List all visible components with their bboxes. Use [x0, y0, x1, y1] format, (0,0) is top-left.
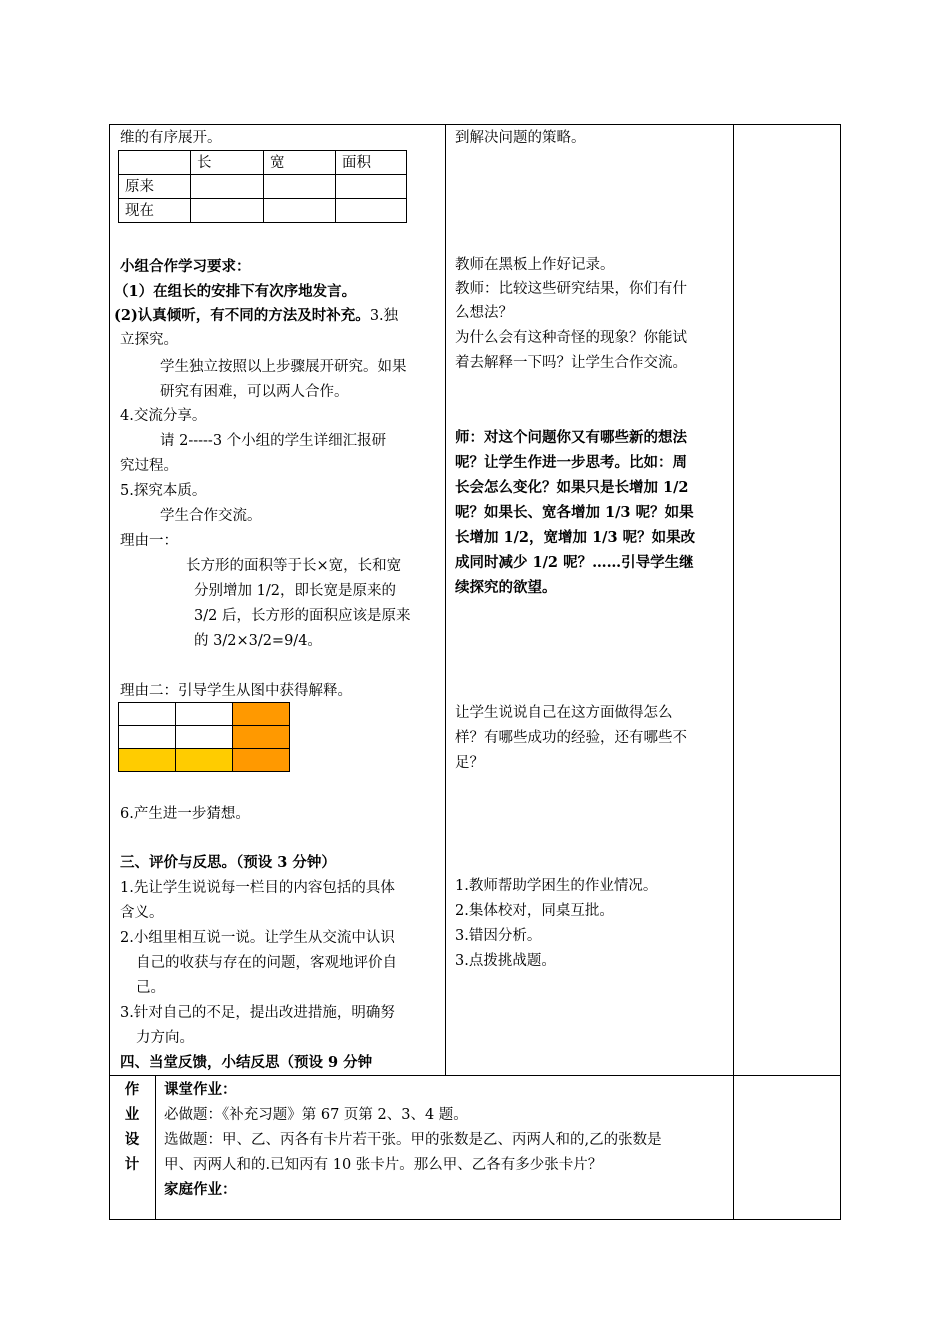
- section-3-item-2b: 自己的收获与存在的问题，客观地评价自: [136, 955, 397, 971]
- step-3-label: 3.独: [369, 308, 399, 324]
- section-4-title: 四、当堂反馈，小结反思（预设 9 分钟: [120, 1054, 373, 1071]
- homework-label-char: 设: [124, 1132, 140, 1148]
- section-3-item-1a: 1.先让学生说说每一栏目的内容包括的具体: [120, 880, 395, 896]
- teacher-ask-2: 么想法？: [455, 305, 513, 321]
- feedback-item-1: 1.教师帮助学困生的作业情况。: [455, 878, 658, 894]
- requirement-1: （1）在组长的安排下有次序地发言。: [114, 283, 357, 300]
- reason-1-label: 理由一：: [120, 533, 178, 549]
- homework-label-divider: [155, 1075, 156, 1220]
- grid-cell: [233, 703, 290, 726]
- table-cell: [264, 175, 336, 199]
- step-4: 4.交流分享。: [120, 408, 207, 424]
- section-3-item-3b: 力方向。: [136, 1030, 194, 1046]
- homework-label-char: 作: [124, 1082, 140, 1098]
- section-3-item-2c: 己。: [136, 980, 165, 996]
- feedback-item-2: 2.集体校对，同桌互批。: [455, 903, 614, 919]
- further-thinking-5: 长增加 1/2，宽增加 1/3 呢？如果改: [455, 529, 696, 546]
- section-3-item-3a: 3.针对自己的不足，提出改进措施，明确努: [120, 1005, 395, 1021]
- grid-cell: [176, 726, 233, 749]
- table-cell: [264, 199, 336, 223]
- intro-line: 维的有序展开。: [120, 130, 222, 146]
- step-5: 5.探究本质。: [120, 483, 207, 499]
- required-exercise: 必做题：《补充习题》第 67 页第 2、3、4 题。: [164, 1107, 468, 1123]
- table-cell: [191, 199, 264, 223]
- strategy-line: 到解决问题的策略。: [455, 130, 586, 146]
- grid-cell: [119, 703, 176, 726]
- feedback-item-4: 3.点拨挑战题。: [455, 953, 556, 969]
- grid-cell: [176, 703, 233, 726]
- cooperative-exchange: 学生合作交流。: [160, 508, 262, 524]
- section-3-title: 三、评价与反思。（预设 3 分钟）: [120, 854, 336, 871]
- homework-title: 家庭作业：: [164, 1181, 237, 1198]
- section-3-item-2a: 2.小组里相互说一说。让学生从交流中认识: [120, 930, 395, 946]
- homework-label-char: 计: [124, 1157, 140, 1173]
- requirement-2-text: (2)认真倾听，有不同的方法及时补充。: [114, 307, 370, 324]
- table-header: 长: [191, 151, 264, 175]
- step-3-continued: 立探究。: [120, 332, 178, 348]
- size-comparison-table: [118, 150, 407, 223]
- reason-1-line-4: 的 3/2×3/2=9/4。: [194, 633, 322, 649]
- grid-cell: [119, 749, 176, 772]
- why-line-2: 着去解释一下吗？让学生合作交流。: [455, 355, 687, 371]
- teacher-record: 教师在黑板上作好记录。: [455, 257, 615, 273]
- group-requirements-title: 小组合作学习要求：: [120, 258, 251, 275]
- table-cell: [336, 175, 407, 199]
- homework-label-char: 业: [124, 1107, 140, 1123]
- reason-1-line-1: 长方形的面积等于长×宽，长和宽: [186, 558, 402, 574]
- reflection-line-2: 样？有哪些成功的经验，还有哪些不: [455, 730, 687, 746]
- grid-cell: [233, 749, 290, 772]
- grid-cell: [233, 726, 290, 749]
- optional-exercise-1: 选做题：甲、乙、丙各有卡片若干张。甲的张数是乙、丙两人和的,乙的张数是: [164, 1132, 662, 1148]
- share-line-2: 究过程。: [120, 458, 178, 474]
- reason-2: 理由二：引导学生从图中获得解释。: [120, 683, 352, 699]
- grid-cell: [119, 726, 176, 749]
- reason-1-line-2: 分别增加 1/2，即长宽是原来的: [194, 583, 396, 599]
- further-thinking-6: 成同时减少 1/2 呢？……引导学生继: [455, 554, 694, 571]
- why-line-1: 为什么会有这种奇怪的现象？你能试: [455, 330, 687, 346]
- reason-1-line-3: 3/2 后，长方形的面积应该是原来: [194, 608, 411, 624]
- further-thinking-4: 呢？如果长、宽各增加 1/3 呢？如果: [455, 504, 694, 521]
- grid-cell: [176, 749, 233, 772]
- row-divider: [109, 1075, 841, 1076]
- area-grid-diagram: [118, 702, 290, 772]
- further-thinking-2: 呢？让学生作进一步思考。比如：周: [455, 454, 687, 471]
- table-header: 宽: [264, 151, 336, 175]
- further-thinking-7: 续探究的欲望。: [455, 579, 557, 596]
- column-divider-1: [445, 124, 446, 1075]
- independent-line-1: 学生独立按照以上步骤展开研究。如果: [160, 359, 407, 375]
- table-cell: [191, 175, 264, 199]
- feedback-item-3: 3.错因分析。: [455, 928, 542, 944]
- further-thinking-1: 师：对这个问题你又有哪些新的想法: [455, 429, 687, 446]
- reflection-line-1: 让学生说说自己在这方面做得怎么: [455, 705, 673, 721]
- requirement-2: [114, 306, 398, 326]
- column-divider-2: [733, 124, 734, 1220]
- section-3-item-1b: 含义。: [120, 905, 164, 921]
- independent-line-2: 研究有困难，可以两人合作。: [160, 384, 349, 400]
- table-cell: 现在: [119, 199, 191, 223]
- step-6: 6.产生进一步猜想。: [120, 806, 250, 822]
- share-line-1: 请 2-----3 个小组的学生详细汇报研: [160, 433, 387, 449]
- optional-exercise-2: 甲、丙两人和的.已知丙有 10 张卡片。那么甲、乙各有多少张卡片？: [164, 1157, 603, 1173]
- table-cell: [336, 199, 407, 223]
- reflection-line-3: 足？: [455, 755, 484, 771]
- teacher-ask-1: 教师：比较这些研究结果，你们有什: [455, 281, 687, 297]
- classwork-title: 课堂作业：: [164, 1081, 237, 1098]
- further-thinking-3: 长会怎么变化？如果只是长增加 1/2: [455, 479, 689, 496]
- table-header: 面积: [336, 151, 407, 175]
- table-header: [119, 151, 191, 175]
- table-cell: 原来: [119, 175, 191, 199]
